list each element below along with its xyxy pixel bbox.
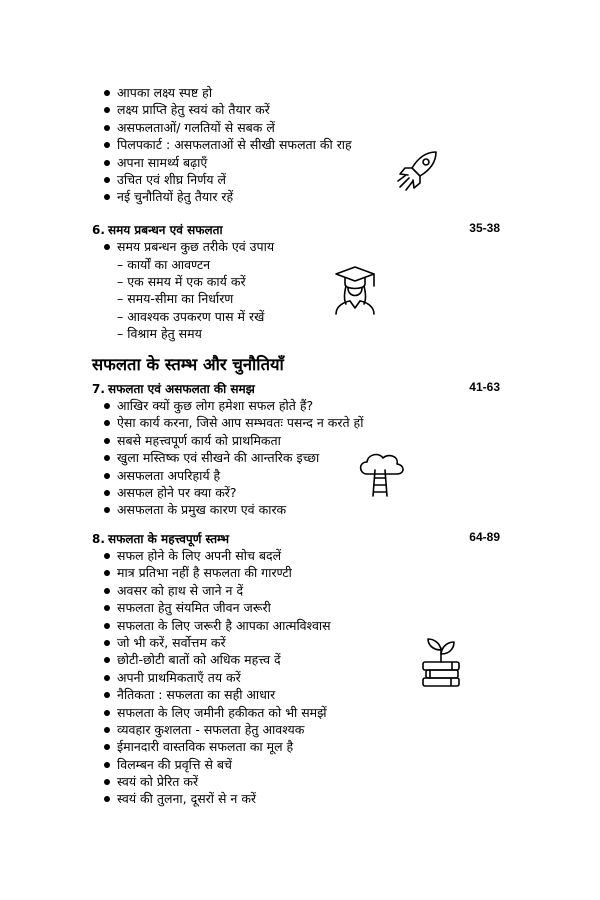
bullet xyxy=(104,438,110,444)
list-item-text: लक्ष्य प्राप्ति हेतु स्वयं को तैयार करें xyxy=(117,102,270,118)
list-item xyxy=(117,84,352,101)
bullet xyxy=(104,553,110,559)
bullet xyxy=(104,125,110,131)
chapter-number: 7. xyxy=(92,382,105,396)
chapter-6-sublist-block xyxy=(117,256,264,342)
bullet xyxy=(104,107,110,113)
list-item-text: आपका लक्ष्य स्पष्ट हो xyxy=(117,85,213,100)
bullet xyxy=(104,657,110,663)
list-item-text: असफलताओं/ गलतियों से सबक लें xyxy=(117,119,275,135)
bullet xyxy=(104,623,110,629)
graduate-icon xyxy=(330,264,380,316)
bullet xyxy=(104,605,110,611)
bullet xyxy=(104,675,110,681)
bullet xyxy=(104,640,110,646)
chapter-number: 8. xyxy=(92,532,105,546)
list-item xyxy=(117,669,331,686)
chapter-6-heading xyxy=(92,221,500,238)
list-item-text: छोटी-छोटी बातों को अधिक महत्त्व दें xyxy=(117,652,281,668)
list-item xyxy=(117,564,331,581)
chapter-title: समय प्रबन्धन एवं सफलता xyxy=(108,223,223,237)
list-item-text: सफलता हेतु संयमित जीवन जरूरी xyxy=(117,600,271,616)
chapter-6-sublist xyxy=(117,256,264,342)
list-item-text: स्वयं की तुलना, दूसरों से न करें xyxy=(117,791,257,807)
cloud-ladder-icon xyxy=(355,450,407,498)
list-item-text: नई चुनौतियों हेतु तैयार रहें xyxy=(117,189,234,205)
list-item xyxy=(117,773,331,790)
sub-list-item: – विश्राम हेतु समय xyxy=(117,325,202,341)
list-item xyxy=(117,651,331,668)
list-item xyxy=(117,617,331,634)
list-item-text: उचित एवं शीघ्र निर्णय लें xyxy=(117,171,226,187)
chapter-title: सफलता एवं असफलता की समझ xyxy=(108,382,255,396)
list-item xyxy=(117,119,352,136)
bullet xyxy=(104,490,110,496)
list-item xyxy=(117,484,363,501)
list-item-text: खुला मस्तिष्क एवं सीखने की आन्तरिक इच्छा xyxy=(117,450,320,466)
sub-list-item: – कार्यों का आवण्टन xyxy=(117,257,211,272)
sub-list-item: – आवश्यक उपकरण पास में रखें xyxy=(117,308,265,324)
list-item xyxy=(117,756,331,773)
bullet xyxy=(104,142,110,148)
chapter-pages: 64-89 xyxy=(469,530,500,544)
books-plant-icon xyxy=(418,636,464,688)
list-item xyxy=(117,101,352,118)
list-item-text: असफल होने पर क्या करें? xyxy=(117,484,237,500)
list-item-text: अपना सामर्थ्य बढ़ाएँ xyxy=(117,154,208,170)
list-item xyxy=(117,738,331,755)
list-item-text: अवसर को हाथ से जाने न दें xyxy=(117,582,244,598)
list-item-text: मात्र प्रतिभा नहीं है सफलता की गारण्टी xyxy=(117,565,292,581)
bullet xyxy=(104,588,110,594)
list-item xyxy=(117,432,363,449)
list-item-text: समय प्रबन्धन कुछ तरीके एवं उपाय xyxy=(117,239,275,254)
list-item-text: नैतिकता : सफलता का सही आधार xyxy=(117,687,276,703)
rocket-icon xyxy=(392,148,442,194)
list-item xyxy=(117,154,352,171)
bullet xyxy=(104,779,110,785)
bullet xyxy=(104,244,110,250)
bullet xyxy=(104,507,110,513)
list-item-text: सफलता के लिए जमीनी हकीकत को भी समझें xyxy=(117,704,327,720)
list-item xyxy=(117,136,352,153)
chapter-7-list-block xyxy=(117,397,363,519)
list-item xyxy=(117,599,331,616)
bullet xyxy=(104,762,110,768)
list-item-text: सफल होने के लिए अपनी सोच बदलें xyxy=(117,548,282,563)
chapter-number: 6. xyxy=(92,223,105,237)
chapter-7-heading xyxy=(92,380,500,397)
list-item xyxy=(117,171,352,188)
list-item-text: ऐसा कार्य करना, जिसे आप सम्भवतः पसन्द न करते हों xyxy=(117,415,364,431)
list-item-text: स्वयं को प्रेरित करें xyxy=(117,774,199,790)
bullet xyxy=(104,420,110,426)
list-item xyxy=(117,449,363,466)
list-item xyxy=(117,547,331,564)
list-item-text: ईमानदारी वास्तविक सफलता का मूल है xyxy=(117,739,294,755)
chapter-8-list-block xyxy=(117,547,331,808)
list-item xyxy=(117,721,331,738)
list-item xyxy=(117,414,363,431)
list-item xyxy=(117,238,274,255)
intro-list-block xyxy=(117,84,352,206)
intro-list xyxy=(117,84,352,206)
list-item-text: आखिर क्यों कुछ लोग हमेशा सफल होते हैं? xyxy=(117,398,314,413)
bullet xyxy=(104,455,110,461)
chapter-pages: 35-38 xyxy=(469,221,500,235)
bullet xyxy=(104,570,110,576)
bullet xyxy=(104,473,110,479)
bullet xyxy=(104,90,110,96)
bullet xyxy=(104,796,110,802)
list-item-text: विलम्बन की प्रवृत्ति से बचें xyxy=(117,756,232,772)
sub-list-item: – एक समय में एक कार्य करें xyxy=(117,274,246,290)
list-item xyxy=(117,634,331,651)
chapter-8-list xyxy=(117,547,331,808)
bullet xyxy=(104,727,110,733)
list-item xyxy=(117,188,352,205)
bullet xyxy=(104,692,110,698)
list-item xyxy=(117,467,363,484)
list-item xyxy=(117,397,363,414)
list-item xyxy=(117,501,363,518)
list-item xyxy=(117,790,331,807)
chapter-title: सफलता के महत्त्वपूर्ण स्तम्भ xyxy=(108,532,230,546)
list-item-text: पिलपकार्ट : असफलताओं से सीखी सफलता की राह xyxy=(117,137,352,153)
section-title: सफलता के स्तम्भ और चुनौतियाँ xyxy=(92,355,284,374)
list-item xyxy=(117,686,331,703)
chapter-pages: 41-63 xyxy=(469,380,500,394)
chapter-6-list-block xyxy=(117,238,274,255)
list-item xyxy=(117,704,331,721)
list-item-text: सबसे महत्त्वपूर्ण कार्य को प्राथमिकता xyxy=(117,432,281,448)
sub-list-item: – समय-सीमा का निर्धारण xyxy=(117,291,234,307)
list-item xyxy=(117,582,331,599)
list-item-text: सफलता के लिए जरूरी है आपका आत्मविश्वास xyxy=(117,617,331,633)
bullet xyxy=(104,403,110,409)
chapter-6-list xyxy=(117,238,274,255)
bullet xyxy=(104,744,110,750)
chapter-8-heading xyxy=(92,530,500,547)
bullet xyxy=(104,194,110,200)
list-item-text: असफलता अपरिहार्य है xyxy=(117,467,221,483)
list-item-text: अपनी प्राथमिकताएँ तय करें xyxy=(117,669,241,685)
list-item-text: असफलता के प्रमुख कारण एवं कारक xyxy=(117,502,287,518)
bullet xyxy=(104,710,110,716)
bullet xyxy=(104,177,110,183)
chapter-7-list xyxy=(117,397,363,519)
bullet xyxy=(104,160,110,166)
list-item-text: जो भी करें, सर्वोत्तम करें xyxy=(117,634,226,650)
list-item-text: व्यवहार कुशलता - सफलता हेतु आवश्यक xyxy=(117,721,305,737)
